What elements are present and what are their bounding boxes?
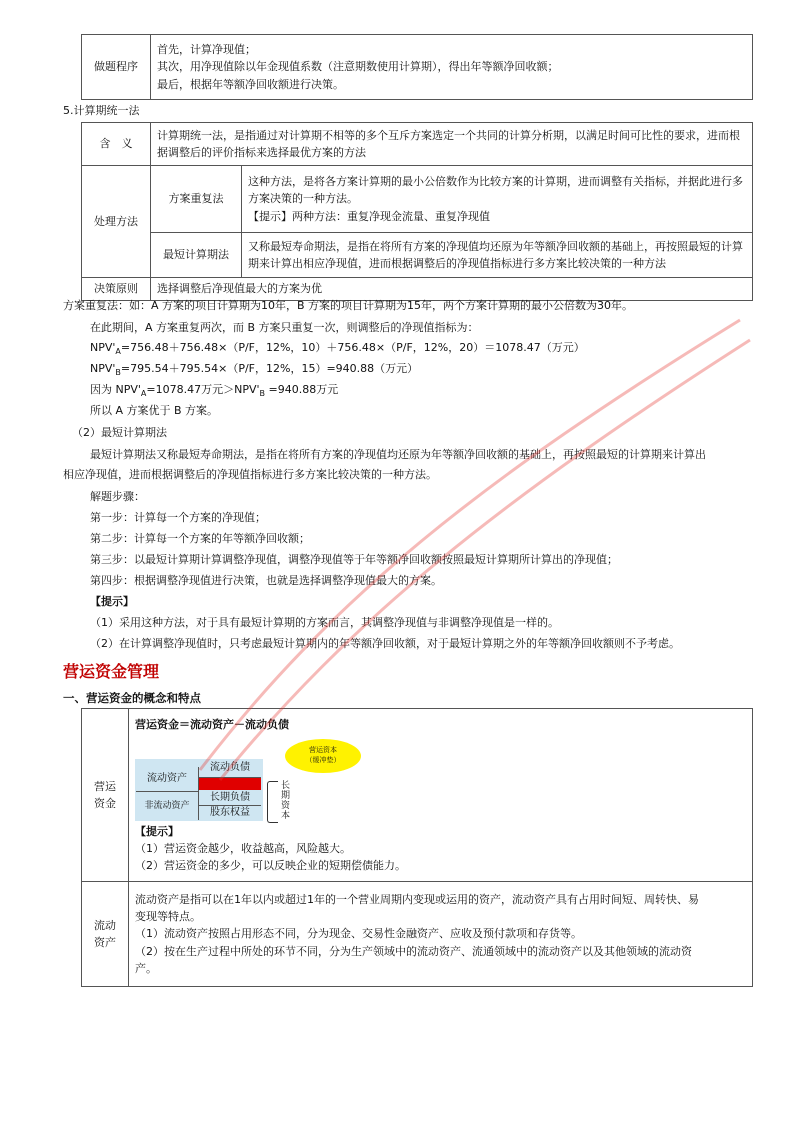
step-2: 第二步：计算每一个方案的年等额净回收额； <box>90 532 310 545</box>
current-assets-line-2: 变现等特点。 <box>135 910 201 924</box>
shortest-tip: 【提示】 <box>90 595 134 608</box>
repeat-method-tip: 【提示】两种方法：重复净现金流量、重复净现值 <box>248 209 490 223</box>
working-capital-bar <box>199 778 261 790</box>
procedure-line-1: 首先，计算净现值； <box>157 43 256 57</box>
repeat-method-content <box>242 166 753 233</box>
step-1: 第一步：计算每一个方案的净现值； <box>90 511 266 524</box>
example-line-2: 在此期间，A 方案重复两次，而 B 方案只重复一次，则调整后的净现值指标为： <box>90 321 479 334</box>
noncurrent-assets-box: 非流动资产 <box>136 792 199 820</box>
procedure-content <box>151 35 753 100</box>
procedure-label: 做题程序 <box>82 35 151 100</box>
section-5-title: 5.计算期统一法 <box>63 104 140 117</box>
repeat-method-label: 方案重复法 <box>151 166 242 233</box>
shortest-para-1: 最短计算期法又称最短寿命期法，是指在将所有方案的净现值均还原为年等额净回收额的基础上，再按照最短的计算期来计算出 <box>90 448 706 461</box>
shortest-para-2: 相应净现值，进而根据调整后的净现值指标进行多方案比较决策的一种方法。 <box>63 468 437 481</box>
current-liabilities-box: 流动负债 <box>199 759 261 778</box>
working-capital-content <box>129 709 753 882</box>
shortest-tip-1: （1）采用这种方法，对于具有最短计算期的方案而言，其调整净现值与非调整净现值是一样的。 <box>90 616 559 629</box>
long-term-capital-label: 长 期 资 本 <box>281 780 291 821</box>
procedure-line-3: 最后，根据年等额净回收额进行决策。 <box>157 77 344 91</box>
working-capital-tip-2: （2）营运资金的多少，可以反映企业的短期偿债能力。 <box>135 859 406 873</box>
example-line-1: 方案重复法：如：A 方案的项目计算期为10年，B 方案的项目计算期为15年，两个方案计算期的最小公倍数为30年。 <box>63 299 634 312</box>
current-assets-line-1: 流动资产是指可以在1年以内或超过1年的一个营业周期内变现或运用的资产，流动资产具有占用时间短、周转快、易 <box>135 893 699 907</box>
current-assets-box: 流动资产 <box>136 767 199 792</box>
working-capital-tip-1: （1）营运资金越少，收益越高，风险越大。 <box>135 842 351 855</box>
step-4: 第四步：根据调整净现值进行决策，也就是选择调整净现值最大的方案。 <box>90 574 442 587</box>
buffer-bubble: 营运资本 （缓冲垫） <box>285 739 361 773</box>
balance-diagram <box>135 737 435 821</box>
npv-b-formula: $NPV'_B=795.54+795.54\times(P/F$，12%，15）=940.88（万元） <box>90 362 419 378</box>
meaning-text: 计算期统一法，是指通过对计算期不相等的多个互斥方案选定一个共同的计算分析期，以满足时间可比性的要求，进而根据调整后的评价指标来选择最优方案的方法 <box>151 123 753 166</box>
method-label: 处理方法 <box>82 166 151 278</box>
current-assets-line-5: 产。 <box>135 961 157 975</box>
npv-comparison: 因为 $NPV'_A=1078.47$万元$>NPV'_B =940.88$万元 <box>90 383 339 399</box>
shortest-title: （2）最短计算期法 <box>72 426 167 439</box>
sub-title: 一、营运资金的概念和特点 <box>63 691 201 705</box>
principle-label: 决策原则 <box>82 278 151 301</box>
working-capital-formula: 营运资金＝流动资产－流动负债 <box>135 717 289 731</box>
procedure-line-2: 其次，用净现值除以年金现值系数（注意期数使用计算期），得出年等额净回收额； <box>157 60 559 74</box>
working-capital-table <box>81 708 753 987</box>
npv-a-formula: $NPV'_A=756.48+756.48\times(P/F$，12%，10）＋756.48×（P/F，12%，20）＝1078.47（万元） <box>90 341 585 357</box>
current-assets-content <box>129 882 753 987</box>
shortest-method-label: 最短计算期法 <box>151 233 242 278</box>
step-3: 第三步：以最短计算期计算调整净现值，调整净现值等于年等额净回收额按照最短计算期所计算出的净现值； <box>90 553 618 566</box>
working-capital-tip: 【提示】 <box>135 824 179 838</box>
method-table <box>81 122 753 301</box>
shortest-tip-2: （2）在计算调整净现值时，只考虑最短计算期内的年等额净回收额，对于最短计算期之外的年等额净回收额则不予考虑。 <box>90 637 680 650</box>
steps-title: 解题步骤： <box>90 490 145 503</box>
current-assets-line-4: （2）按在生产过程中所处的环节不同，分为生产领域中的流动资产、流通领域中的流动资产以及其他领域的流动资 <box>135 944 692 958</box>
long-term-liabilities-box: 长期负债 <box>199 791 261 806</box>
brace-icon <box>267 781 278 823</box>
current-assets-label: 流动 资产 <box>82 882 129 987</box>
section-title: 营运资金管理 <box>63 662 160 681</box>
repeat-method-text: 这种方法，是将各方案计算期的最小公倍数作为比较方案的计算期，进而调整有关指标，并据此进行多方案决策的一种方法。 <box>248 175 743 206</box>
current-assets-line-3: （1）流动资产按照占用形态不同，分为现金、交易性金融资产、应收及预付款项和存货等。 <box>135 927 582 941</box>
procedure-table <box>81 34 753 100</box>
equity-box: 股东权益 <box>210 806 250 818</box>
shortest-method-text: 又称最短寿命期法，是指在将所有方案的净现值均还原为年等额净回收额的基础上，再按照最短的计算期来计算出相应净现值，进而根据调整后的净现值指标进行多方案比较决策的一种方法 <box>242 233 753 278</box>
principle-text: 选择调整后净现值最大的方案为优 <box>151 278 753 301</box>
meaning-label: 含 义 <box>82 123 151 166</box>
example-conclusion: 所以 A 方案优于 B 方案。 <box>90 404 219 417</box>
working-capital-label: 营运 资金 <box>82 709 129 882</box>
